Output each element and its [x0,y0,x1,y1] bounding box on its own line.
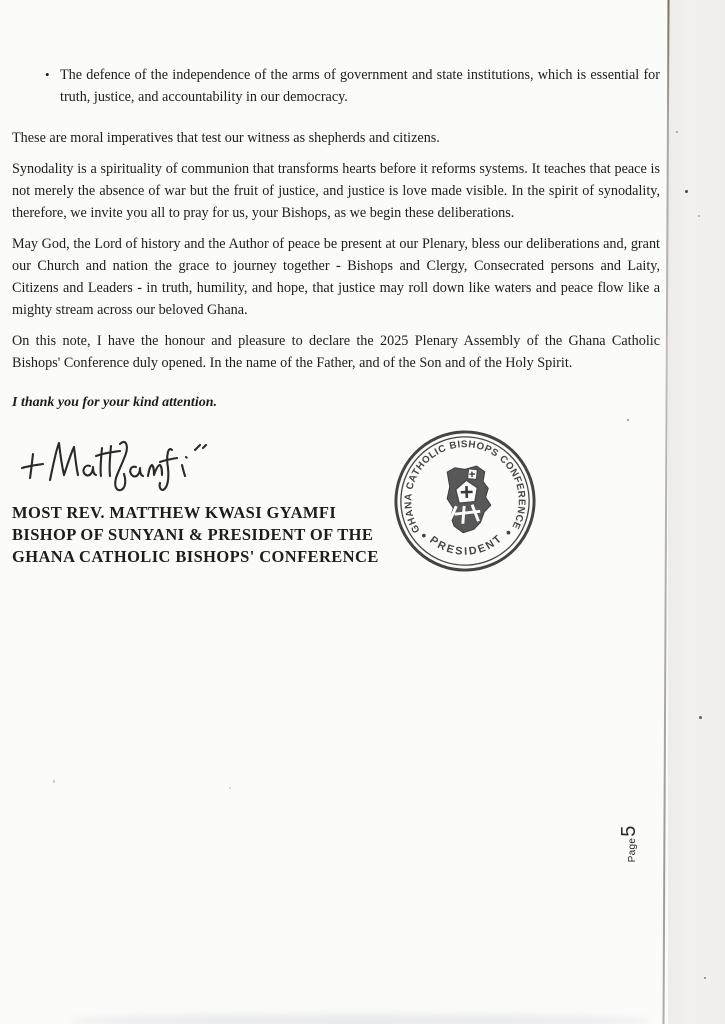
letter-body [12,64,660,568]
paragraph-may-god: May God, the Lord of history and the Author of peace be present at our Plenary, bless our deliberations and, grant our Church and nation the grace to journey together - Bishops and Clergy, Consecrated persons and Laity, Citizens and Leaders - in truth, humility, and hope, that justice may roll down like waters and peace flow like a mighty stream across our beloved Ghana. [12,236,660,318]
signatory-organization: GHANA CATHOLIC BISHOPS' CONFERENCE [12,547,379,566]
scan-speck [698,215,700,217]
page-number [618,809,640,879]
scan-speck [704,977,706,979]
scan-edge-shadow [668,0,725,1024]
stamp-bottom-text: PRESIDENT [427,531,506,558]
scan-speck [699,716,702,719]
scan-speck [53,780,55,783]
page-number-label: Page [627,837,638,863]
signature-ink [12,428,212,496]
svg-text:PRESIDENT [427,532,506,560]
signatory-name: MOST REV. MATTHEW KWASI GYAMFI [12,503,337,522]
bullet-item [12,64,660,117]
page-number-value: 5 [618,825,640,837]
scan-speck [676,131,678,133]
paragraph-declaration: On this note, I have the honour and pleasure to declare the 2025 Plenary Assembly of the Ghana Catholic Bishops' Conference duly opened. In the name of the Father, and of the Son and of the Holy Spirit. [12,333,660,371]
bullet-text: The defence of the independence of the arms of government and state institutions, which is essential for truth, justice, and accountability in our democracy. [60,67,660,105]
scan-speck [685,190,688,193]
bullet-marker: • [45,67,50,82]
signatory-block [12,502,442,568]
paragraph-moral-imperatives: These are moral imperatives that test our witness as shepherds and citizens. [12,130,440,146]
signature [12,428,660,496]
stamp-top-text: GHANA CATHOLIC BISHOPS CONFERENCE [403,439,527,535]
stamp-separator-dot [422,534,426,538]
stamp-separator-dot [507,531,511,535]
paragraph-synodality: Synodality is a spirituality of communion that transforms hearts before it reforms systems. It teaches that peace is not merely the absence of war but the fruit of justice, and justice is love made visible. In the spirit of synodality, therefore, we invite you all to pray for us, your Bishops, as we begin these deliberations. [12,161,660,221]
closing-line: I thank you for your kind attention. [12,395,217,410]
signatory-title: BISHOP OF SUNYANI & PRESIDENT OF THE [12,525,374,544]
president-seal-stamp [391,426,539,576]
scan-speck [229,787,231,789]
scan-smudge [70,1014,650,1024]
